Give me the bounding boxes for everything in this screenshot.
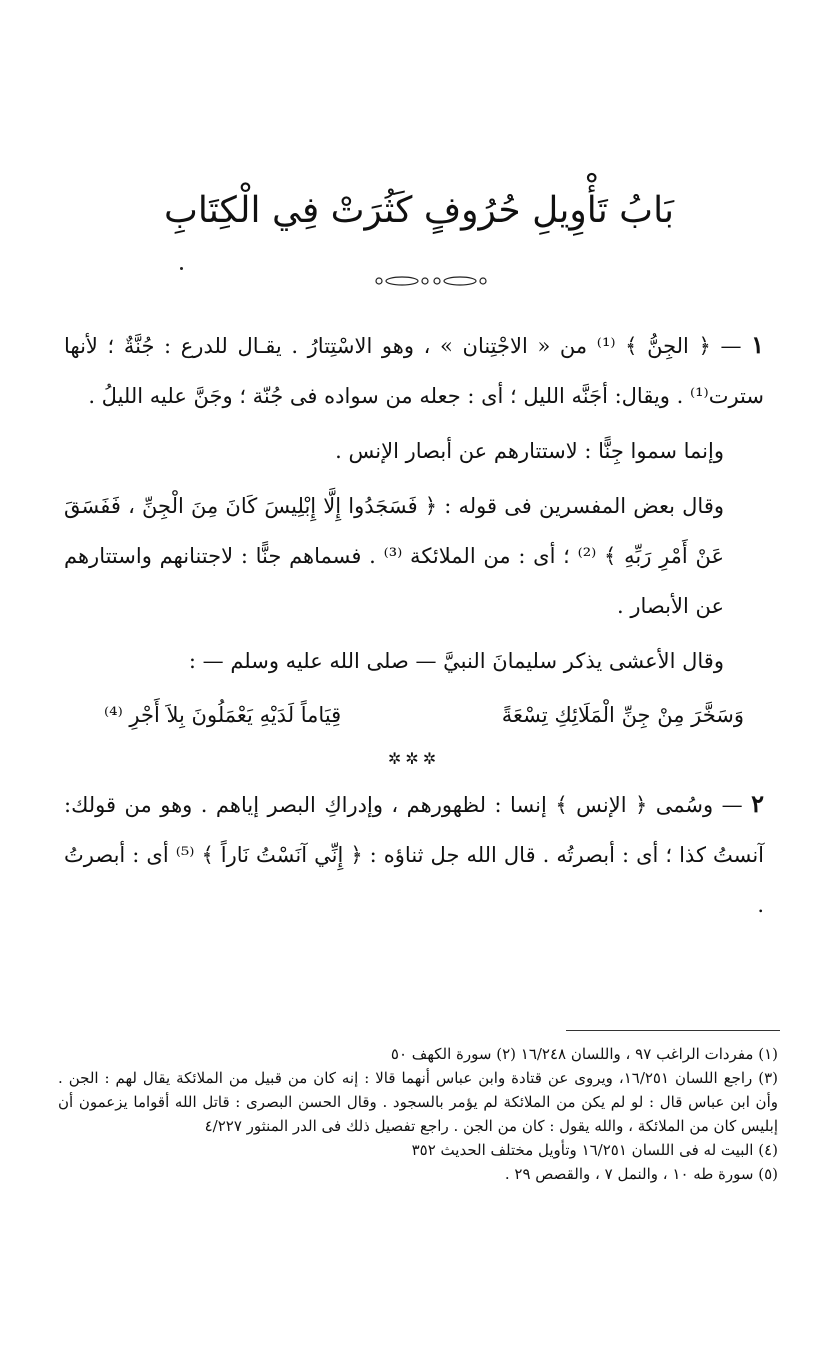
entry-number: ٢	[751, 789, 764, 818]
ink-speck	[180, 267, 183, 270]
main-text	[64, 320, 764, 935]
entry-text: — ﴿ الجِنُّ ﴾ ⁽¹⁾ من « الاجْتِنان » ، وهو الاسْتِتارُ . يقـال للدرع : جُنَّةٌ ؛ لأنها سترت⁽¹⁾ . ويقال: أجَنَّه الليل ؛ أى : جعله من سواده فى جُنّة ؛ وجَنَّ عليه الليلُ .	[64, 334, 764, 408]
footnote-rule	[566, 1030, 780, 1031]
entry-1-paragraph	[64, 320, 764, 421]
footnote: (٤) البيت له فى اللسان ١٦/٢٥١ وتأويل مختلف الحديث ٣٥٢	[411, 1141, 778, 1159]
entry-2-paragraph	[64, 779, 764, 930]
footnote: (٥) سورة طه ١٠ ، والنمل ٧ ، والقصص ٢٩ .	[504, 1165, 778, 1183]
section-separator: ✲✲✲	[387, 749, 441, 768]
footnotes	[58, 1042, 778, 1186]
verse-hemistich-first: وَسَخَّرَ مِنْ جِنِّ الْمَلَائِكِ تِسْعَةً	[501, 703, 744, 727]
entry-text: — وسُمى ﴿ الإنس ﴾ إنسا : لظهورهم ، وإدراكِ البصر إياهم . وهو من قولك: آنستُ كذا ؛ أى : أبصرتُه . قال الله جل ثناؤه : ﴿ إِنِّي آنَسْتُ نَاراً ﴾ ⁽⁵⁾ أى : أبصرتُ .	[64, 793, 765, 917]
chapter-title: بَابُ تَأْوِيلِ حُرُوفٍ كَثُرَتْ فِي الْكِتَابِ	[163, 190, 675, 231]
verse-hemistich-second: قِيَاماً لَدَيْهِ يَعْمَلُونَ بِلاَ أَجْرِ ⁽⁴⁾	[104, 703, 342, 727]
poetry-verse	[104, 691, 744, 739]
entry-number: ١	[751, 330, 764, 359]
body-paragraph: وقال بعض المفسرين فى قوله : ﴿ فَسَجَدُوا إِلَّا إِبْلِيسَ كَانَ مِنَ الْجِنِّ ، فَفَسَقَ عَنْ أَمْرِ رَبِّهِ ﴾ ⁽²⁾ ؛ أى : من الملائكة ⁽³⁾ . فسماهم جنًّا : لاجتنانهم واستتارهم عن الأبصار .	[64, 494, 724, 618]
footnote: (١) مفردات الراغب ٩٧ ، واللسان ١٦/٢٤٨ (٢) سورة الكهف ٥٠	[390, 1045, 778, 1063]
body-paragraph: وقال الأعشى يذكر سليمانَ النبيَّ — صلى الله عليه وسلم — :	[188, 649, 724, 673]
ornament-divider	[374, 274, 488, 288]
body-paragraph: وإنما سموا جِنًّا : لاستتارهم عن أبصار الإنس .	[335, 439, 724, 463]
footnote: (٣) راجع اللسان ١٦/٢٥١، ويروى عن قتادة وابن عباس أنهما قالا : إنه كان من قبيل من الملائكة يقال لهم : الجن . وأن ابن عباس قال : لو لم يكن من الملائكة لم يؤمر بالسجود . وقال الحسن البصرى : قاتل الله أقواما يزعمون أن إبليس كان من الملائكة ، والله يقول : كان من الجن . راجع تفصيل ذلك فى الدر المنثور ٤/٢٢٧	[58, 1069, 778, 1135]
